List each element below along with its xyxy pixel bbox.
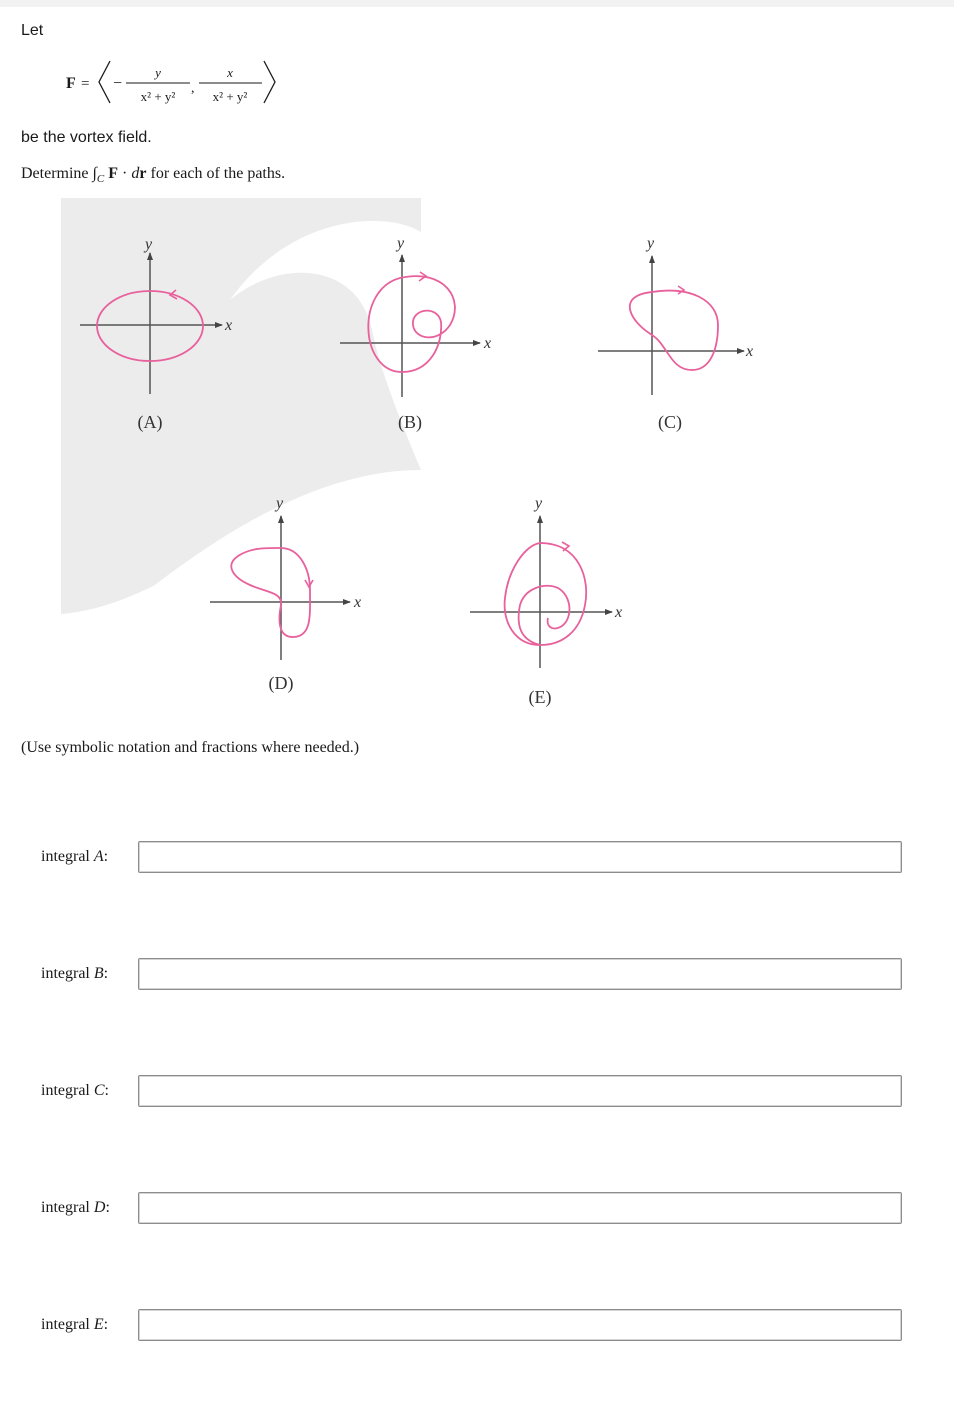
dot-operator: · — [122, 165, 128, 182]
left-angle-bracket — [99, 61, 110, 103]
answer-row-e — [0, 1309, 954, 1341]
formula-minus: − — [113, 75, 123, 92]
label-c: (C) — [658, 412, 682, 432]
answer-label-a: integral A: — [41, 848, 109, 865]
vortex-description: be the vortex field. — [21, 129, 152, 146]
y-label-b: y — [397, 235, 405, 252]
x-label-d: x — [354, 594, 362, 611]
formula-denominator-1: x² + y² — [140, 89, 176, 104]
answer-label-e: integral E: — [41, 1316, 109, 1333]
formula-comma: , — [191, 81, 195, 96]
formula-equals: = — [81, 76, 90, 92]
outer-loop-e — [505, 543, 587, 645]
top-bar — [0, 0, 954, 7]
determine-prefix: Determine — [21, 165, 89, 182]
answer-row-c — [0, 1075, 954, 1107]
integral-subscript: C — [96, 173, 105, 186]
y-label-e: y — [535, 495, 543, 512]
closed-path-c — [630, 291, 718, 370]
right-angle-bracket — [264, 61, 275, 103]
intro-text: Let — [21, 22, 44, 39]
answer-row-a — [0, 841, 954, 873]
direction-arrow-c — [678, 286, 684, 294]
answer-input-a[interactable] — [138, 841, 902, 873]
integral-symbol: ∫ — [92, 165, 97, 182]
label-b: (B) — [398, 412, 422, 432]
path-panel-c — [598, 235, 753, 433]
y-label-a: y — [145, 236, 153, 253]
direction-arrow-e — [562, 542, 569, 551]
x-label-b: x — [484, 335, 492, 352]
vortex-field-formula — [66, 58, 296, 108]
watermark — [61, 198, 421, 614]
closed-path-d — [231, 548, 310, 637]
y-label-d: y — [276, 495, 284, 512]
label-d: (D) — [268, 673, 294, 693]
answer-input-d[interactable] — [138, 1192, 902, 1224]
formula-lhs: F — [66, 75, 76, 92]
formula-denominator-2: x² + y² — [212, 89, 248, 104]
vector-f: F — [108, 165, 119, 182]
answer-input-e[interactable] — [138, 1309, 902, 1341]
formula-numerator-2: x — [227, 65, 233, 80]
y-label-c: y — [647, 235, 655, 252]
label-a: (A) — [137, 412, 163, 432]
answer-row-d — [0, 1192, 954, 1224]
inner-loop-e — [519, 586, 570, 645]
vector-r: r — [139, 165, 147, 182]
answer-label-c: integral C: — [41, 1082, 109, 1099]
paths-figure — [0, 190, 800, 730]
x-label-e: x — [615, 604, 623, 621]
x-label-c: x — [746, 343, 754, 360]
answer-row-b — [0, 958, 954, 990]
answer-input-b[interactable] — [138, 958, 902, 990]
formula-numerator-1: y — [155, 65, 161, 80]
notation-note: (Use symbolic notation and fractions where needed.) — [21, 739, 360, 756]
x-label-a: x — [225, 317, 233, 334]
answer-input-c[interactable] — [138, 1075, 902, 1107]
path-panel-e — [470, 495, 622, 708]
answer-label-d: integral D: — [41, 1199, 110, 1216]
determine-suffix: for each of the paths. — [150, 165, 286, 182]
answer-label-b: integral B: — [41, 965, 109, 982]
label-e: (E) — [528, 687, 552, 707]
differential-d: d — [131, 165, 140, 182]
determine-line — [21, 164, 285, 189]
